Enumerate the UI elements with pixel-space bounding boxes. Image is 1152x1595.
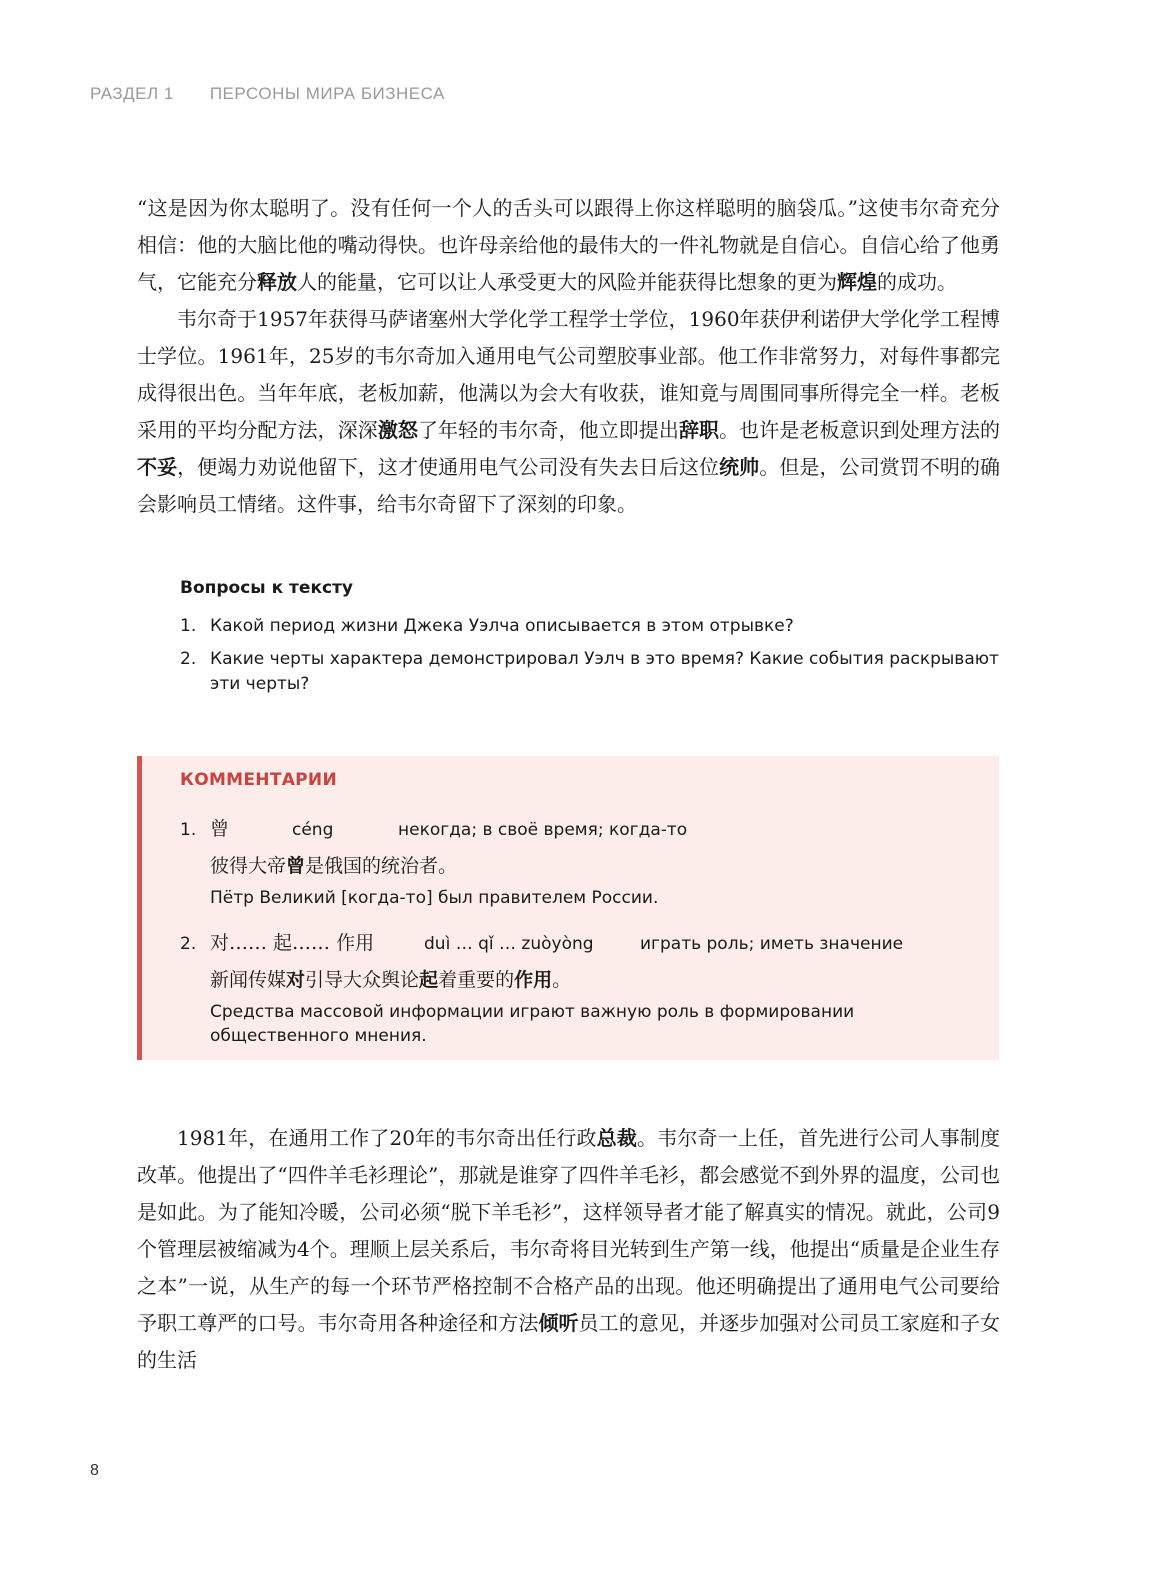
question-text: Какие черты характера демонстрировал Уэлч в это время? Какие события раскрывают эти черты? [210,649,999,694]
comment-headword-row [180,928,980,955]
comment-pinyin: céng [292,820,334,840]
questions-block [180,578,1000,705]
bold-term: 激怒 [377,418,419,442]
bold-term: 对 [286,969,306,991]
question-item [180,614,1000,639]
text-run: 员工的意见，并逐步加强对公司员工家庭和子女的生活 [137,1311,1001,1372]
text-run: 着重要的 [438,969,515,991]
bold-term: 辉煌 [837,270,877,294]
comment-word: 曾 [210,818,230,840]
chinese-text-top [137,190,1000,523]
comments-title: КОММЕНТАРИИ [180,770,337,790]
section-label: РАЗДЕЛ 1 [90,84,174,103]
section-title: ПЕРСОНЫ МИРА БИЗНЕСА [209,84,445,103]
comment-item [180,814,980,910]
comment-translation: Средства массовой информации играют важную роль в формировании общественного мнения. [210,1002,855,1046]
comments-box [137,756,999,1060]
comment-number: 1. [180,820,197,840]
text-run: 1981年，在通用工作了20年的韦尔奇出任行政 [177,1126,597,1150]
text-run: 彼得大帝 [210,855,287,877]
page-number: 8 [90,1462,99,1479]
text-run: 韦尔奇于1957年获得马萨诸塞州大学化学工程学士学位，1960年获伊利诺伊大学化学工程博士学位。1961年，25岁的韦尔奇加入通用电气公司塑胶事业部。他工作非常努力，对每件事都完成得很出色。当年年底，老板加薪，他满以为会大有收获，谁知竟与周围同事所得完全一样。老板采用的平均分配方法，深深 [137,307,1000,442]
chinese-text-bottom [137,1120,1000,1379]
running-header [90,84,445,104]
bold-term: 辞职 [678,418,720,442]
text-run: 。也许是老板意识到处理方法的 [719,418,1001,442]
comment-item [180,928,980,1048]
text-run: 了年轻的韦尔奇，他立即提出 [418,418,679,442]
paragraph [137,301,1000,523]
question-number: 2. [180,649,197,669]
comment-meaning: играть роль; иметь значение [640,934,904,954]
comment-word: 对…… 起…… 作用 [210,932,375,954]
text-run: 的成功。 [877,270,957,294]
question-text: Какой период жизни Джека Уэлча описывается в этом отрывке? [210,616,794,636]
text-run: “这是因为你太聪明了。没有任何一个人的舌头可以跟得上你这样聪明的脑袋瓜。”这使韦尔奇充分相信：他的大脑比他的嘴动得快。也许母亲给他的最伟大的一件礼物就是自信心。自信心给了他勇气，它能充分 [137,196,1000,294]
question-number: 1. [180,616,197,636]
bold-term: 曾 [286,855,306,877]
bold-term: 统帅 [719,455,760,479]
bold-term: 释放 [257,270,297,294]
question-item [180,647,1000,697]
paragraph [137,190,1000,301]
comment-example-cn [210,851,980,878]
comment-meaning: некогда; в своё время; когда-то [398,820,688,840]
text-run: 是俄国的统治者。 [305,855,458,877]
comment-headword-row [180,814,980,841]
paragraph [137,1120,1000,1379]
bold-term: 起 [419,969,439,991]
questions-title: Вопросы к тексту [180,578,353,598]
bold-term: 作用 [514,969,553,991]
text-run: ，便竭力劝说他留下，这才使通用电气公司没有失去日后这位 [177,455,720,479]
comment-example-cn [210,965,980,992]
questions-list [180,614,1000,697]
comment-translation: Пётр Великий [когда-то] был правителем России. [210,888,659,908]
text-run: 。但是，公司赏罚不明的确会影响员工情绪。这件事，给韦尔奇留下了深刻的印象。 [137,455,1001,516]
text-run: 。韦尔奇一上任，首先进行公司人事制度改革。他提出了“四件羊毛衫理论”，那就是谁穿了四件羊毛衫，都会感觉不到外界的温度，公司也是如此。为了能知冷暖，公司必须“脱下羊毛衫”，这样领导者才能了解真实的情况。就此，公司9个管理层被缩减为4个。理顺上层关系后，韦尔奇将目光转到生产第一线，他提出“质量是企业生存之本”一说，从生产的每一个环节严格控制不合格产品的出现。他还明确提出了通用电气公司要给予职工尊严的口号。韦尔奇用各种途径和方法 [137,1126,1001,1335]
text-run: 。 [552,969,572,991]
text-run: 新闻传媒 [210,969,287,991]
comment-number: 2. [180,934,197,954]
text-run: 引导大众舆论 [305,969,420,991]
bold-term: 总裁 [596,1126,638,1150]
comment-pinyin: duì … qǐ … zuòyòng [424,934,594,954]
bold-term: 不妥 [137,455,178,479]
bold-term: 倾听 [538,1311,579,1335]
text-run: 人的能量，它可以让人承受更大的风险并能获得比想象的更为 [297,270,837,294]
